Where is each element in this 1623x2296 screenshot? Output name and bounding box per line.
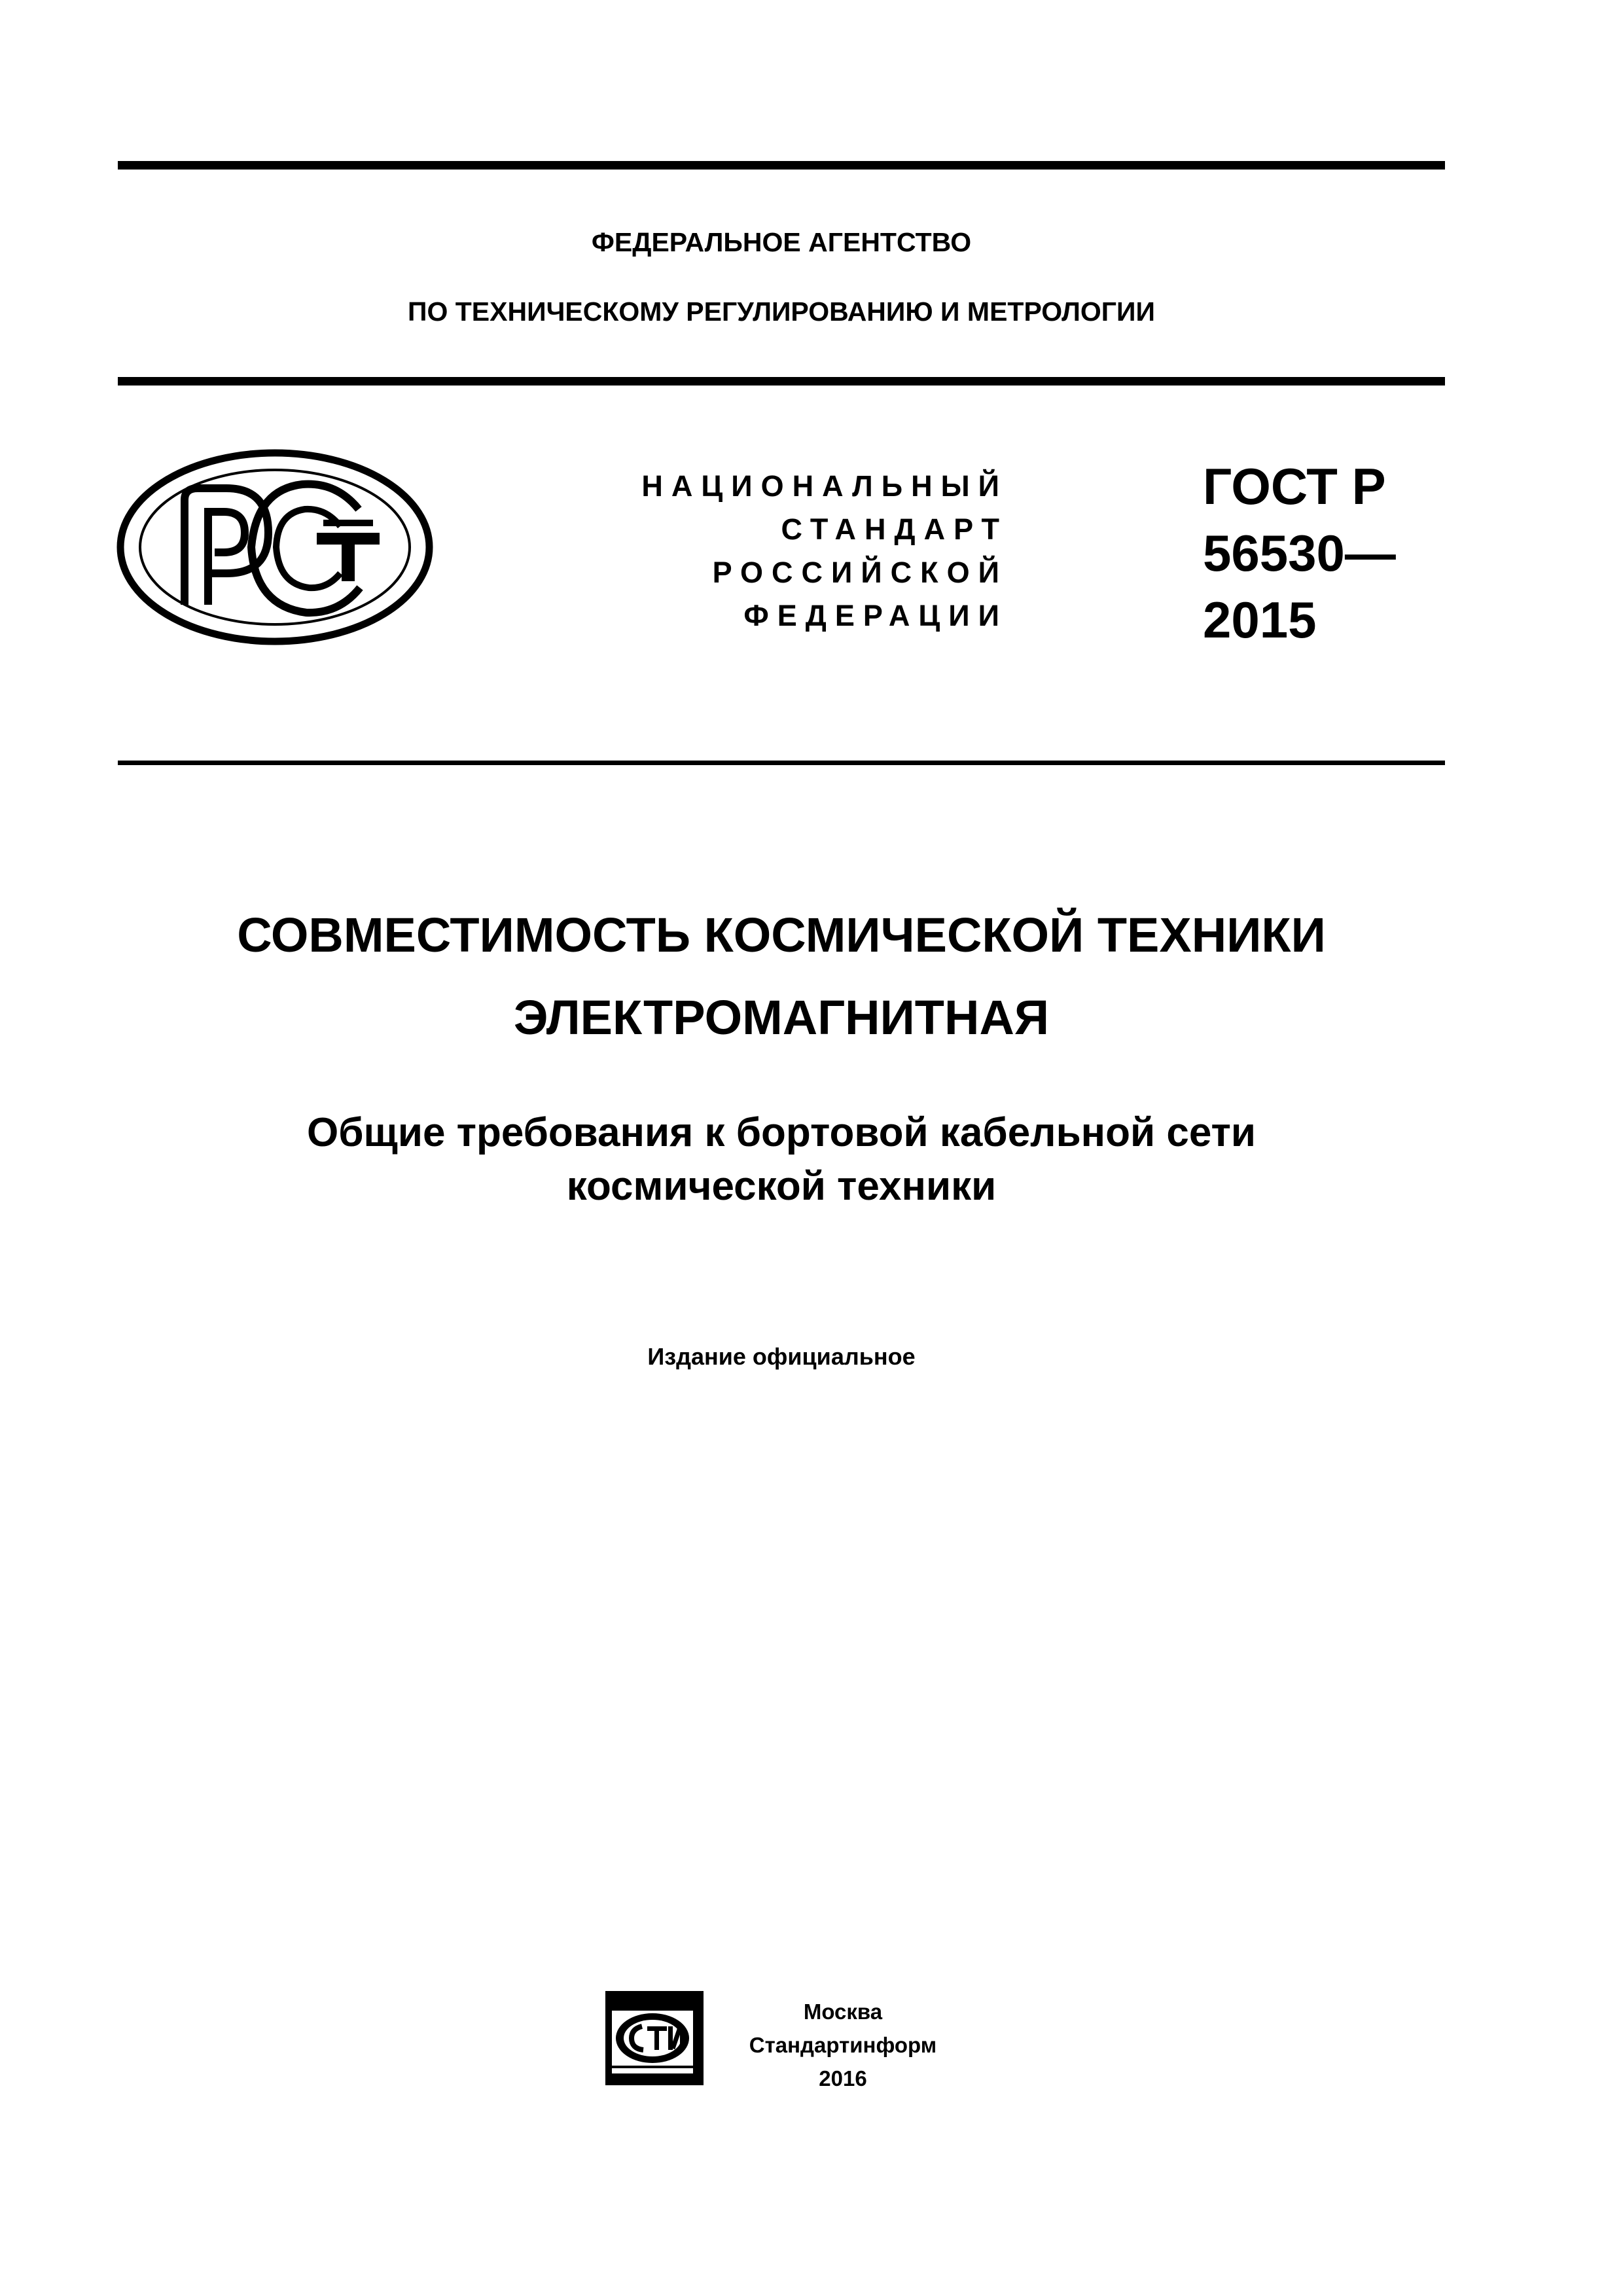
edition-label: Издание официальное bbox=[647, 1343, 916, 1370]
publisher-city: Москва bbox=[803, 2000, 883, 2024]
agency-name-line-2: ПО ТЕХНИЧЕСКОМУ РЕГУЛИРОВАНИЮ И МЕТРОЛОГИИ bbox=[408, 296, 1155, 327]
document-subtitle-line-2: космической техники bbox=[566, 1164, 997, 1209]
header-bottom-rule bbox=[118, 761, 1445, 765]
document-title-line-1: СОВМЕСТИМОСТЬ КОСМИЧЕСКОЙ ТЕХНИКИ bbox=[237, 908, 1326, 962]
designation-line-1: ГОСТ Р bbox=[1203, 457, 1386, 515]
designation-line-2: 56530— bbox=[1203, 524, 1396, 582]
publisher-block bbox=[732, 1995, 954, 2095]
publisher-name: Стандартинформ bbox=[749, 2033, 937, 2057]
standard-type-line: НАЦИОНАЛЬНЫЙ bbox=[641, 469, 1008, 503]
document-title-line-2: ЭЛЕКТРОМАГНИТНАЯ bbox=[513, 990, 1050, 1045]
publisher-year: 2016 bbox=[819, 2066, 867, 2090]
document-subtitle-line-1: Общие требования к бортовой кабельной сети bbox=[307, 1110, 1256, 1155]
standard-type-line: СТАНДАРТ bbox=[781, 512, 1008, 546]
designation-line-3: 2015 bbox=[1203, 591, 1317, 649]
agency-name-line-1: ФЕДЕРАЛЬНОЕ АГЕНТСТВО bbox=[591, 227, 972, 257]
standard-type-block bbox=[641, 465, 1008, 637]
top-rule bbox=[118, 161, 1445, 170]
standartinform-logo-icon bbox=[605, 1991, 704, 2085]
agency-rule bbox=[118, 377, 1445, 386]
rst-certification-mark-icon bbox=[116, 449, 433, 645]
standard-type-line: ФЕДЕРАЦИИ bbox=[743, 599, 1008, 632]
standard-designation bbox=[1203, 453, 1396, 653]
standard-type-line: РОССИЙСКОЙ bbox=[712, 556, 1008, 589]
